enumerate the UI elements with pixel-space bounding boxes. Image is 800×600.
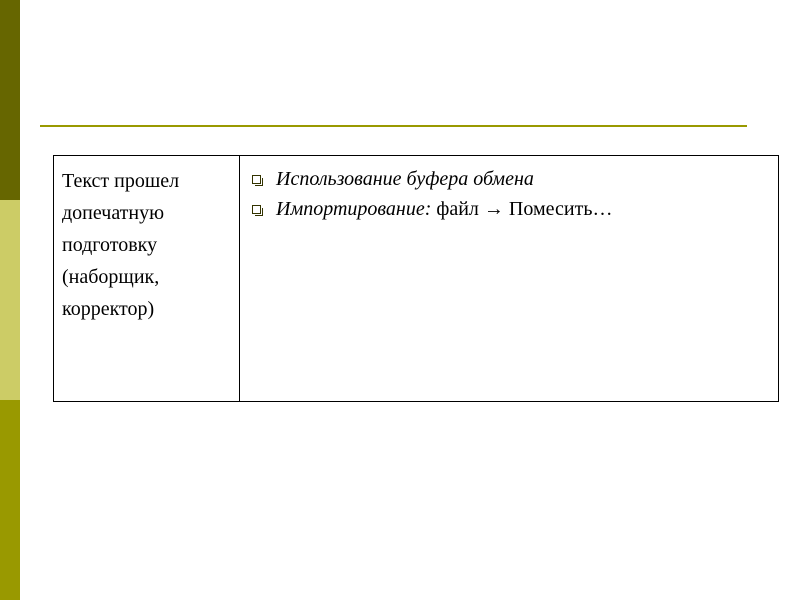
bullet-italic-text: Использование буфера обмена	[276, 168, 534, 190]
square-bullet-icon	[252, 205, 261, 214]
left-cell	[54, 156, 240, 402]
bullet-list	[240, 164, 778, 224]
bullet-plain-text: файл → Помесить…	[431, 198, 613, 220]
list-item	[252, 164, 778, 194]
title-divider	[40, 125, 747, 127]
list-item	[252, 194, 778, 224]
left-strip-top	[0, 0, 20, 200]
table-row	[54, 156, 779, 402]
bullet-italic-text: Импортирование:	[276, 198, 432, 220]
left-strip-bottom	[0, 400, 20, 600]
content-table	[53, 155, 779, 402]
left-cell-text: Текст прошел допечатную подготовку (наборщик, корректор)	[62, 170, 180, 320]
right-cell	[240, 156, 779, 402]
left-strip-middle	[0, 200, 20, 400]
square-bullet-icon	[252, 175, 261, 184]
